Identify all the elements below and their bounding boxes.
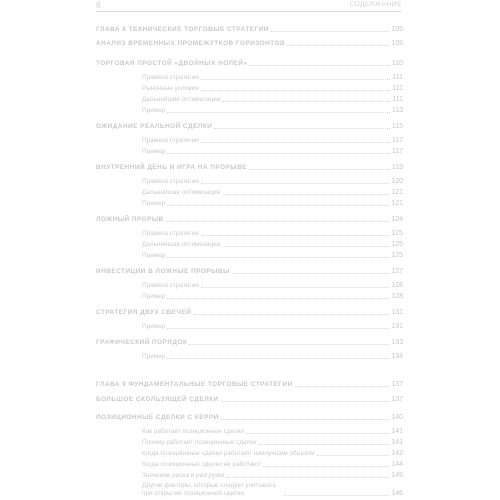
toc-item-entry <box>142 351 403 361</box>
toc-page: 105 <box>391 40 403 47</box>
toc-page: 113 <box>391 107 403 114</box>
toc-item-entry <box>142 176 403 186</box>
toc-item-entry <box>142 426 403 436</box>
toc-chapter-entry <box>96 24 403 34</box>
toc-leader-dots <box>287 45 389 46</box>
toc-label: БОЛЬШОЕ СКОЛЬЗЯЩЕЙ СДЕЛКИ <box>96 396 219 403</box>
toc-label: СТРАТЕГИЯ ДВУХ СВЕЧЕЙ <box>96 309 192 316</box>
toc-label: Правила стратегии <box>142 74 199 81</box>
toc-label: Другие факторы, которые следует учитывать при открытии позиционной сделки <box>142 482 277 497</box>
toc-leader-dots <box>167 205 389 206</box>
toc-item-entry <box>142 146 403 156</box>
toc-leader-dots <box>249 169 390 170</box>
toc-leader-dots <box>246 433 389 434</box>
toc-label: Пример <box>142 252 166 259</box>
toc-page: 141 <box>391 428 403 435</box>
toc-label: ПОЗИЦИОННЫЕ СДЕЛКИ С КЕРРИ <box>96 414 219 421</box>
toc-page: 128 <box>391 293 403 300</box>
toc-item-entry <box>142 135 403 145</box>
toc-page: 146 <box>391 490 403 497</box>
toc-leader-dots <box>201 142 390 143</box>
toc-leader-dots <box>221 401 390 402</box>
toc-label: ИНВЕСТИЦИИ В ЛОЖНЫЕ ПРОРЫВЫ <box>96 268 230 275</box>
toc-section-entry <box>96 412 403 422</box>
toc-leader-dots <box>226 477 389 478</box>
toc-label: Правила стратегии <box>142 178 199 185</box>
toc-label: АНАЛИЗ ВРЕМЕННЫХ ПРОМЕЖУТКОВ ГОРИЗОНТОВ <box>96 40 286 47</box>
toc-leader-dots <box>189 344 389 345</box>
toc-label: Когда позиционные сделки не работают <box>142 461 261 468</box>
toc-page: 121 <box>391 189 403 196</box>
toc-page: 131 <box>391 323 403 330</box>
toc-label: Пример <box>142 293 166 300</box>
toc-label: Пример <box>142 148 166 155</box>
toc-item-entry <box>142 198 403 208</box>
toc-leader-dots <box>295 386 390 387</box>
toc-section-entry <box>96 307 403 317</box>
toc-page: 133 <box>391 339 403 346</box>
toc-section-entry <box>96 214 403 224</box>
toc-item-entry <box>142 94 403 104</box>
toc-leader-dots <box>201 183 390 184</box>
toc-label: Дальнейшая оптимизация <box>142 241 221 248</box>
toc-item-entry <box>142 479 403 498</box>
toc-label: Пример <box>142 323 166 330</box>
toc-item-entry <box>142 187 403 197</box>
toc-item-entry <box>142 72 403 82</box>
toc-label: ГЛАВА 9 ФУНДАМЕНТАЛЬНЫЕ ТОРГОВЫЕ СТРАТЕГИИ <box>96 381 293 388</box>
toc-label: Пример <box>142 200 166 207</box>
toc-item-entry <box>142 228 403 238</box>
toc-leader-dots <box>201 79 391 80</box>
toc-item-entry <box>142 105 403 115</box>
toc-page: 142 <box>391 450 403 457</box>
toc-leader-dots <box>201 235 390 236</box>
toc-leader-dots <box>167 298 389 299</box>
toc-label: Как работает позиционные сделки <box>142 428 245 435</box>
toc-label: ТОРГОВАЯ ПРОСТОЙ «ДВОЙНЫХ НОЛЕЙ» <box>96 60 248 67</box>
toc-section-entry <box>96 58 403 68</box>
toc-leader-dots <box>201 90 391 91</box>
toc-item-entry <box>142 448 403 458</box>
toc-leader-dots <box>222 101 390 102</box>
toc-item-entry <box>142 83 403 93</box>
toc-label: Правила стратегии <box>142 137 199 144</box>
toc-page: 137 <box>391 381 403 388</box>
toc-label: ГРАФИЧЕСКИЙ ПОРЯДОК <box>96 339 188 346</box>
toc-page: 111 <box>392 74 403 81</box>
toc-item-entry <box>142 459 403 469</box>
toc-page: 127 <box>391 268 403 275</box>
toc-leader-dots <box>263 466 390 467</box>
toc-label: Значение риска и разгрузки <box>142 472 225 479</box>
toc-page: 125 <box>391 252 403 259</box>
toc-leader-dots <box>201 287 390 288</box>
toc-leader-dots <box>222 194 389 195</box>
toc-label: Правила стратегии <box>142 282 199 289</box>
toc-leader-dots <box>284 495 389 496</box>
toc-page: 110 <box>391 60 403 67</box>
toc-chapter-entry <box>96 379 403 389</box>
toc-page: 128 <box>391 282 403 289</box>
toc-label: Когда позиционные сделки работают наилучшим образом <box>142 450 315 457</box>
toc-leader-dots <box>167 112 390 113</box>
toc-page: 119 <box>391 164 403 171</box>
toc-page: 125 <box>391 230 403 237</box>
toc-page: 134 <box>391 353 403 360</box>
toc-leader-dots <box>167 358 389 359</box>
toc-item-entry <box>142 321 403 331</box>
page-number: 8 <box>96 0 101 10</box>
toc-label: ОЖИДАНИЕ РЕАЛЬНОЙ СДЕЛКИ <box>96 123 213 130</box>
toc-page: 111 <box>392 85 403 92</box>
toc-page: 124 <box>391 216 403 223</box>
toc-item-entry <box>142 291 403 301</box>
toc-page: 145 <box>391 472 403 479</box>
toc-leader-dots <box>166 221 390 222</box>
toc-label: Пример <box>142 353 166 360</box>
toc-page: 120 <box>391 178 403 185</box>
toc-section-entry <box>96 121 403 131</box>
toc-label: ЛОЖНЫЙ ПРОРЫВ <box>96 216 164 223</box>
toc-leader-dots <box>167 153 390 154</box>
toc-page: 117 <box>391 148 403 155</box>
toc-item-entry <box>142 280 403 290</box>
toc-label: ВНУТРЕННИЙ ДЕНЬ И ИГРА НА ПРОРЫВЕ <box>96 164 247 171</box>
toc-page: 125 <box>391 241 403 248</box>
toc-page: 140 <box>391 414 403 421</box>
toc-page: 105 <box>391 26 403 33</box>
toc-label: ГЛАВА 8 ТЕХНИЧЕСКИЕ ТОРГОВЫЕ СТРАТЕГИИ <box>96 26 269 33</box>
toc-item-entry <box>142 437 403 447</box>
toc-leader-dots <box>249 65 389 66</box>
toc-page: 141 <box>391 439 403 446</box>
toc-section-entry <box>96 337 403 347</box>
toc-leader-dots <box>167 328 389 329</box>
toc-leader-dots <box>222 246 389 247</box>
toc-leader-dots <box>167 257 389 258</box>
toc-page: 111 <box>392 96 403 103</box>
toc-leader-dots <box>193 314 389 315</box>
toc-item-entry <box>142 250 403 260</box>
toc-page: 131 <box>391 309 403 316</box>
toc-section-entry <box>96 394 403 404</box>
toc-section-entry <box>96 38 403 48</box>
toc-label: Почему работает позиционные сделки <box>142 439 257 446</box>
running-title: СОДЕРЖАНИЕ <box>349 1 402 8</box>
toc-page: 144 <box>391 461 403 468</box>
toc-page: 115 <box>391 123 403 130</box>
page-header <box>96 1 402 12</box>
toc-page: 121 <box>391 200 403 207</box>
toc-page: 137 <box>391 396 403 403</box>
toc-leader-dots <box>214 128 390 129</box>
toc-leader-dots <box>317 455 390 456</box>
toc-label: Рыночные условия <box>142 85 199 92</box>
toc-leader-dots <box>232 273 390 274</box>
toc-label: Дальнейшая оптимизация <box>142 189 221 196</box>
toc-page: 117 <box>391 137 403 144</box>
toc-leader-dots <box>271 31 389 32</box>
toc-label: Правила стратегии <box>142 230 199 237</box>
toc-label: Дальнейшие оптимизация <box>142 96 221 103</box>
toc-section-entry <box>96 266 403 276</box>
toc-section-entry <box>96 162 403 172</box>
toc-item-entry <box>142 239 403 249</box>
toc-leader-dots <box>259 444 390 445</box>
toc-label: Пример <box>142 107 166 114</box>
toc-leader-dots <box>221 419 390 420</box>
